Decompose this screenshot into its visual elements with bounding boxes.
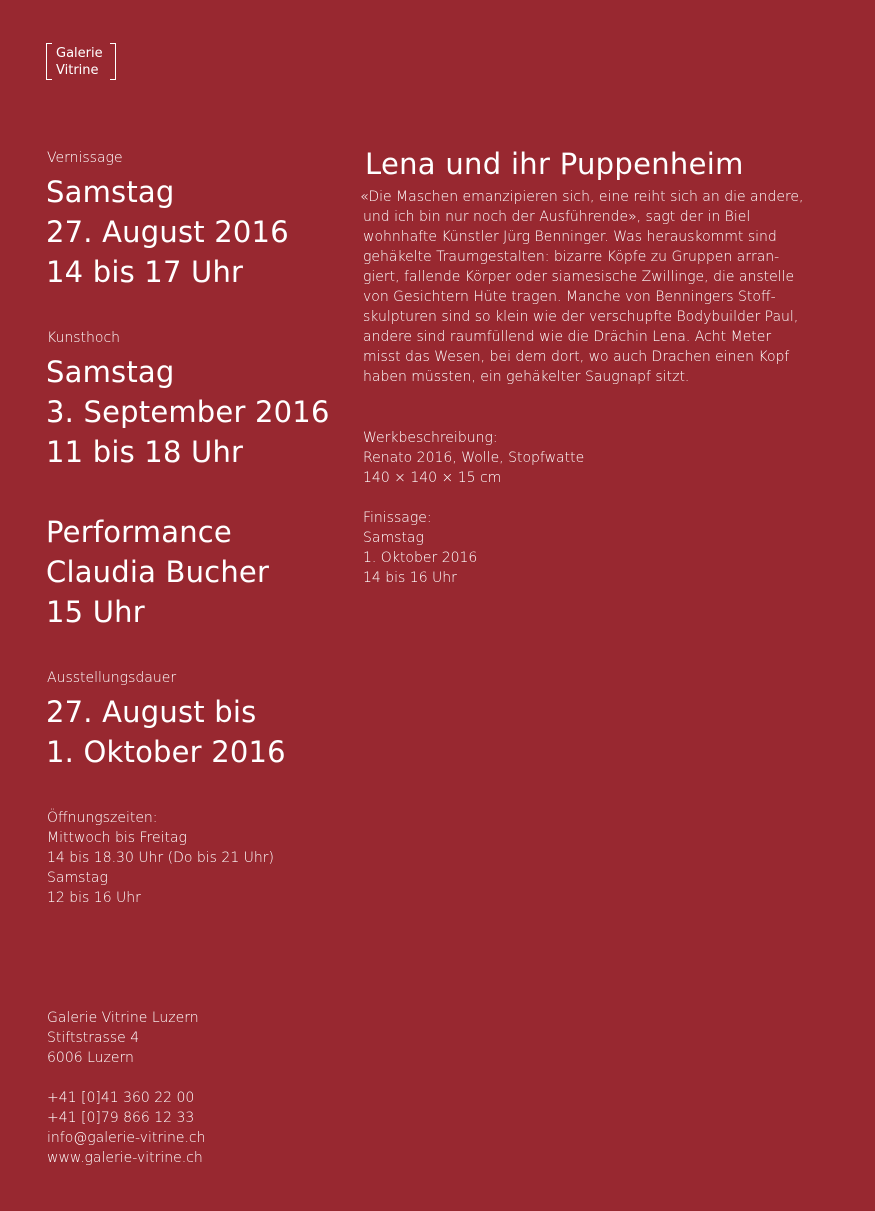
opening-hours-saturday-times: 12 bis 16 Uhr: [47, 890, 141, 906]
kunsthoch-label: Kunsthoch: [47, 330, 121, 346]
gallery-address: [47, 1008, 199, 1068]
contact-email[interactable]: info@galerie-vitrine.ch: [47, 1130, 206, 1146]
article-line: «Die Maschen emanzipieren sich, eine reiht sich an die andere,: [360, 189, 804, 205]
finissage-time: 14 bis 16 Uhr: [363, 570, 457, 586]
contact-phone-1: +41 [0]41 360 22 00: [47, 1090, 195, 1106]
work-description-material: Renato 2016, Wolle, Stopfwatte: [363, 450, 585, 466]
kunsthoch-date: 3. September 2016: [46, 395, 330, 429]
article-title: Lena und ihr Puppenheim: [365, 147, 744, 181]
article-line: von Gesichtern Hüte tragen. Manche von Benningers Stoff-: [363, 289, 776, 305]
finissage-heading: Finissage:: [363, 510, 432, 526]
logo-bracket-left: [46, 43, 52, 80]
article-line: giert, fallende Körper oder siamesische Zwillinge, die anstelle: [363, 269, 795, 285]
finissage: [363, 508, 477, 588]
ausstellungsdauer-details: [46, 692, 286, 772]
article-line: skulpturen sind so klein wie der verschupfte Bodybuilder Paul,: [363, 309, 799, 325]
opening-hours: [47, 808, 274, 908]
vernissage-label: Vernissage: [47, 150, 123, 166]
performance-time: 15 Uhr: [46, 595, 145, 629]
opening-hours-weekdays: Mittwoch bis Freitag: [47, 830, 187, 846]
opening-hours-heading: Öffnungszeiten:: [47, 810, 158, 826]
vernissage-date: 27. August 2016: [46, 215, 289, 249]
opening-hours-weekday-times: 14 bis 18.30 Uhr (Do bis 21 Uhr): [47, 850, 275, 866]
contact-website[interactable]: www.galerie-vitrine.ch: [47, 1150, 203, 1166]
address-street: Stiftstrasse 4: [47, 1030, 140, 1046]
kunsthoch-day: Samstag: [46, 355, 175, 389]
gallery-logo: [46, 43, 116, 80]
logo-line-1: Galerie: [56, 46, 103, 61]
address-city: 6006 Luzern: [47, 1050, 134, 1066]
work-description-dimensions: 140 × 140 × 15 cm: [363, 470, 502, 486]
performance-title: Performance: [46, 515, 232, 549]
logo-line-2: Vitrine: [56, 63, 99, 78]
vernissage-details: [46, 172, 289, 292]
work-description: [363, 428, 584, 488]
ausstellungsdauer-end: 1. Oktober 2016: [46, 735, 286, 769]
article-line: und ich bin nur noch der Ausführende», sagt der in Biel: [363, 209, 751, 225]
finissage-date: 1. Oktober 2016: [363, 550, 478, 566]
logo-bracket-right: [110, 43, 116, 80]
finissage-day: Samstag: [363, 530, 424, 546]
article-line: andere sind raumfüllend wie die Drächin Lena. Acht Meter: [363, 329, 772, 345]
ausstellungsdauer-start: 27. August bis: [46, 695, 257, 729]
kunsthoch-time: 11 bis 18 Uhr: [46, 435, 244, 469]
gallery-contact: [47, 1088, 206, 1168]
article-line: misst das Wesen, bei dem dort, wo auch Drachen einen Kopf: [363, 349, 790, 365]
opening-hours-saturday: Samstag: [47, 870, 108, 886]
work-description-heading: Werkbeschreibung:: [363, 430, 498, 446]
article-line: haben müssten, ein gehäkelter Saugnapf sitzt.: [363, 369, 690, 385]
contact-phone-2: +41 [0]79 866 12 33: [47, 1110, 195, 1126]
performance-artist: Claudia Bucher: [46, 555, 270, 589]
article-line: wohnhafte Künstler Jürg Benninger. Was herauskommt sind: [363, 229, 777, 245]
logo-text: [56, 45, 103, 79]
ausstellungsdauer-label: Ausstellungsdauer: [47, 670, 177, 686]
article-line: gehäkelte Traumgestalten: bizarre Köpfe zu Gruppen arran-: [363, 249, 780, 265]
performance-details: [46, 512, 269, 632]
vernissage-day: Samstag: [46, 175, 175, 209]
kunsthoch-details: [46, 352, 330, 472]
article-body: [360, 187, 833, 387]
vernissage-time: 14 bis 17 Uhr: [46, 255, 244, 289]
address-name: Galerie Vitrine Luzern: [47, 1010, 199, 1026]
